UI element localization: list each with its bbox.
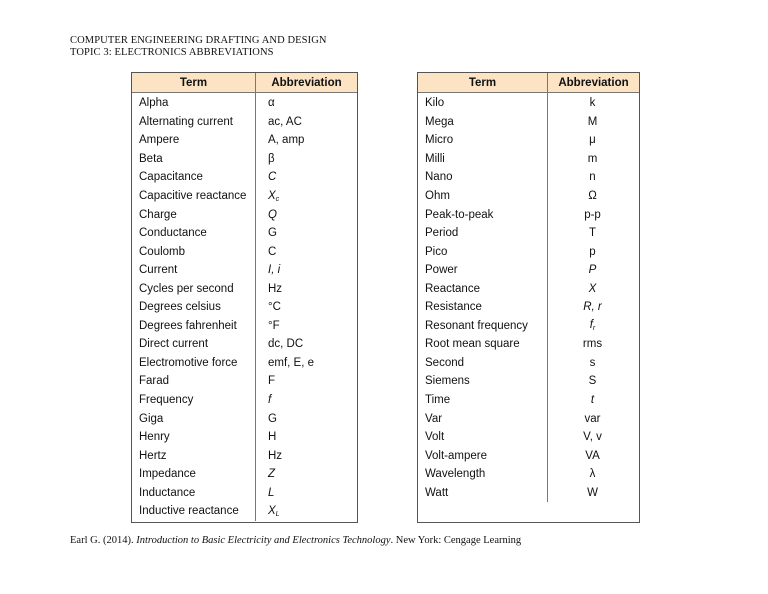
table-row [418,409,639,428]
citation-title: Introduction to Basic Electricity and Electronics Technology [136,535,391,546]
abbreviation-cell [255,97,356,109]
abbreviation-cell [255,394,356,406]
abbreviation-cell [255,413,356,425]
term-cell: Alternating current [139,115,233,128]
table-header-row [132,73,357,93]
term-cell: Kilo [425,97,445,110]
table-row [132,279,357,298]
abbreviation-cell [255,375,356,387]
abbreviation-text: var [584,412,601,425]
abbreviation-column-header: Abbreviation [255,73,357,92]
term-cell: Var [425,412,443,425]
abbreviation-text: Z [268,468,276,481]
abbreviation-text: n [589,171,596,184]
abbreviation-cell [547,97,638,109]
abbreviation-text: A, amp [268,134,305,147]
abbreviation-text: C [268,171,277,184]
abbreviation-text: λ [589,468,596,481]
term-cell: Ampere [139,134,180,147]
abbreviation-cell [255,301,356,313]
term-cell: Degrees celsius [139,301,221,314]
abbreviation-cell [255,190,356,203]
abbreviation-cell [547,190,638,202]
abbreviation-cell [255,153,356,165]
abbreviation-cell [255,246,356,258]
table-row [132,483,357,502]
abbreviation-cell [255,450,356,462]
abbreviation-text: Ω [588,190,597,202]
abbreviation-cell [547,338,638,350]
table-row [132,150,357,169]
abbreviation-text: p-p [584,208,601,221]
term-cell: Inductance [139,486,196,499]
abbreviation-text: P [588,264,597,277]
term-cell: Milli [425,152,445,165]
abbreviation-cell [547,413,638,425]
abbreviation-text: S [588,375,597,388]
table-row [132,372,357,391]
header-line-2: TOPIC 3: ELECTRONICS ABBREVIATIONS [70,47,274,58]
abbreviation-cell [547,264,638,276]
table-row [132,335,357,354]
term-cell: Alpha [139,97,169,110]
term-cell: Watt [425,486,449,499]
abbreviation-text: VA [585,449,600,462]
document-header [70,35,327,59]
abbreviation-text: I, i [268,264,281,277]
abbreviation-cell [547,153,638,165]
term-cell: Charge [139,208,177,221]
abbreviation-cell [255,357,356,369]
table-row [418,335,639,354]
table-row [132,242,357,261]
table-row [132,354,357,373]
abbreviation-cell [255,505,356,518]
abbreviation-text: μ [589,134,596,147]
abbreviation-cell [255,264,356,276]
abbreviation-text: p [589,245,596,258]
abbreviation-cell [255,431,356,443]
term-cell: Direct current [139,338,209,351]
abbreviation-cell [255,468,356,480]
table-header-row [418,73,639,93]
abbreviation-cell [547,468,638,480]
abbreviation-column-header: Abbreviation [547,73,639,92]
table-row [132,131,357,150]
abbreviation-cell [547,209,638,221]
term-cell: Farad [139,375,170,388]
term-cell: Resonant frequency [425,319,528,332]
column-divider [547,93,548,502]
table-row [418,483,639,502]
abbreviation-cell [547,319,638,332]
abbreviation-cell [547,171,638,183]
table-row [132,428,357,447]
table-row [418,446,639,465]
abbreviation-cell [255,116,356,128]
table-row [132,205,357,224]
table-row [132,94,357,113]
abbreviation-text: X [268,504,276,517]
abbreviation-cell [547,134,638,146]
term-cell: Wavelength [425,468,486,481]
table-row [418,94,639,113]
abbreviation-text: f [268,394,272,407]
term-cell: Conductance [139,227,207,240]
table-row [418,465,639,484]
table-row [132,465,357,484]
term-cell: Ohm [425,190,450,202]
table-row [132,446,357,465]
abbreviation-text: rms [582,338,603,351]
table-row [132,391,357,410]
column-divider [255,93,256,521]
abbreviation-text: °F [268,319,280,332]
table-row [418,131,639,150]
abbreviation-text: °C [268,301,281,314]
abbreviation-text: Q [268,208,277,221]
abbreviation-cell [547,394,638,406]
abbreviation-text: dc, DC [268,338,304,351]
term-cell: Current [139,264,178,277]
table-row [418,317,639,336]
abbreviation-text: X [588,282,597,295]
abbreviation-cell [547,116,638,128]
term-cell: Micro [425,134,454,147]
term-cell: Siemens [425,375,470,388]
abbreviation-cell [255,320,356,332]
abbreviation-text: X [268,189,276,202]
term-cell: Frequency [139,394,194,407]
term-cell: Root mean square [425,338,520,351]
abbreviation-text: f [589,319,593,332]
table-row [418,428,639,447]
abbreviation-cell [547,301,638,313]
abbreviation-cell [547,246,638,258]
term-cell: Mega [425,115,454,128]
abbreviation-text: H [268,431,277,444]
term-cell: Volt-ampere [425,449,488,462]
term-cell: Capacitance [139,171,203,184]
abbreviation-cell [255,209,356,221]
abbreviation-text: V, v [583,431,602,444]
table-body [418,93,639,502]
term-cell: Power [425,264,458,277]
table-row [132,298,357,317]
citation-suffix: . New York: Cengage Learning [390,535,522,546]
abbreviation-text: G [268,227,277,240]
table-row [418,150,639,169]
abbreviation-text: s [589,356,596,369]
abbreviation-text: F [268,375,276,388]
abbreviation-cell [547,487,638,499]
term-column-header: Term [179,76,208,89]
abbreviation-subscript: L [275,510,280,518]
abbreviation-text: L [268,486,275,499]
table-row [132,317,357,336]
table-row [418,242,639,261]
table-row [418,372,639,391]
table-row [418,113,639,132]
term-column-header: Term [468,76,497,89]
abbreviation-text: β [268,152,275,165]
term-cell: Hertz [139,449,167,462]
abbreviation-subscript: c [275,195,280,203]
term-cell: Degrees fahrenheit [139,319,237,332]
abbreviation-text: T [588,227,597,240]
abbreviation-cell [255,338,356,350]
term-cell: Resistance [425,301,482,314]
term-cell: Period [425,227,459,240]
term-cell: Electromotive force [139,356,238,369]
term-cell: Pico [425,245,448,258]
table-row [418,168,639,187]
abbreviation-text: G [268,412,277,425]
abbreviation-text: R, r [583,301,602,314]
abbreviation-text: emf, E, e [268,356,315,369]
abbreviation-cell [547,227,638,239]
abbreviation-cell [255,227,356,239]
term-cell: Volt [425,431,445,444]
table-row [418,205,639,224]
term-cell: Beta [139,152,163,165]
term-cell: Impedance [139,468,196,481]
abbreviations-table-left [131,72,358,523]
table-row [132,187,357,206]
table-row [418,391,639,410]
citation-prefix: Earl G. (2014). [70,535,137,546]
table-row [418,187,639,206]
abbreviation-cell [255,487,356,499]
abbreviation-cell [255,134,356,146]
term-cell: Henry [139,431,170,444]
table-row [132,409,357,428]
abbreviation-text: Hz [268,449,283,462]
term-cell: Second [425,356,465,369]
table-row [132,113,357,132]
abbreviation-text: k [589,97,596,110]
citation [70,535,521,546]
term-cell: Reactance [425,282,480,295]
abbreviation-cell [255,171,356,183]
table-row [418,224,639,243]
term-cell: Time [425,394,451,407]
table-row [418,298,639,317]
table-row [132,168,357,187]
term-cell: Cycles per second [139,282,234,295]
table-row [132,261,357,280]
table-row [418,261,639,280]
abbreviation-cell [547,357,638,369]
abbreviation-text: α [268,97,275,110]
term-cell: Peak-to-peak [425,208,494,221]
abbreviation-cell [547,450,638,462]
table-body [132,93,357,521]
term-cell: Nano [425,171,453,184]
abbreviation-subscript: r [592,325,596,333]
table-row [132,502,357,521]
abbreviation-text: t [590,394,595,407]
abbreviation-text: W [587,486,598,499]
abbreviation-text: m [587,152,598,165]
abbreviation-text: ac, AC [268,115,302,128]
abbreviation-text: Hz [268,282,283,295]
table-row [418,279,639,298]
header-line-1: COMPUTER ENGINEERING DRAFTING AND DESIGN [70,35,327,46]
abbreviation-cell [547,431,638,443]
table-row [418,354,639,373]
abbreviation-text: M [587,115,598,128]
abbreviations-table-right [417,72,640,523]
table-row [132,224,357,243]
abbreviation-cell [547,375,638,387]
term-cell: Inductive reactance [139,505,239,518]
abbreviation-cell [255,283,356,295]
abbreviation-cell [547,283,638,295]
term-cell: Coulomb [139,245,186,258]
abbreviation-text: C [268,245,277,258]
term-cell: Giga [139,412,164,425]
term-cell: Capacitive reactance [139,190,247,202]
